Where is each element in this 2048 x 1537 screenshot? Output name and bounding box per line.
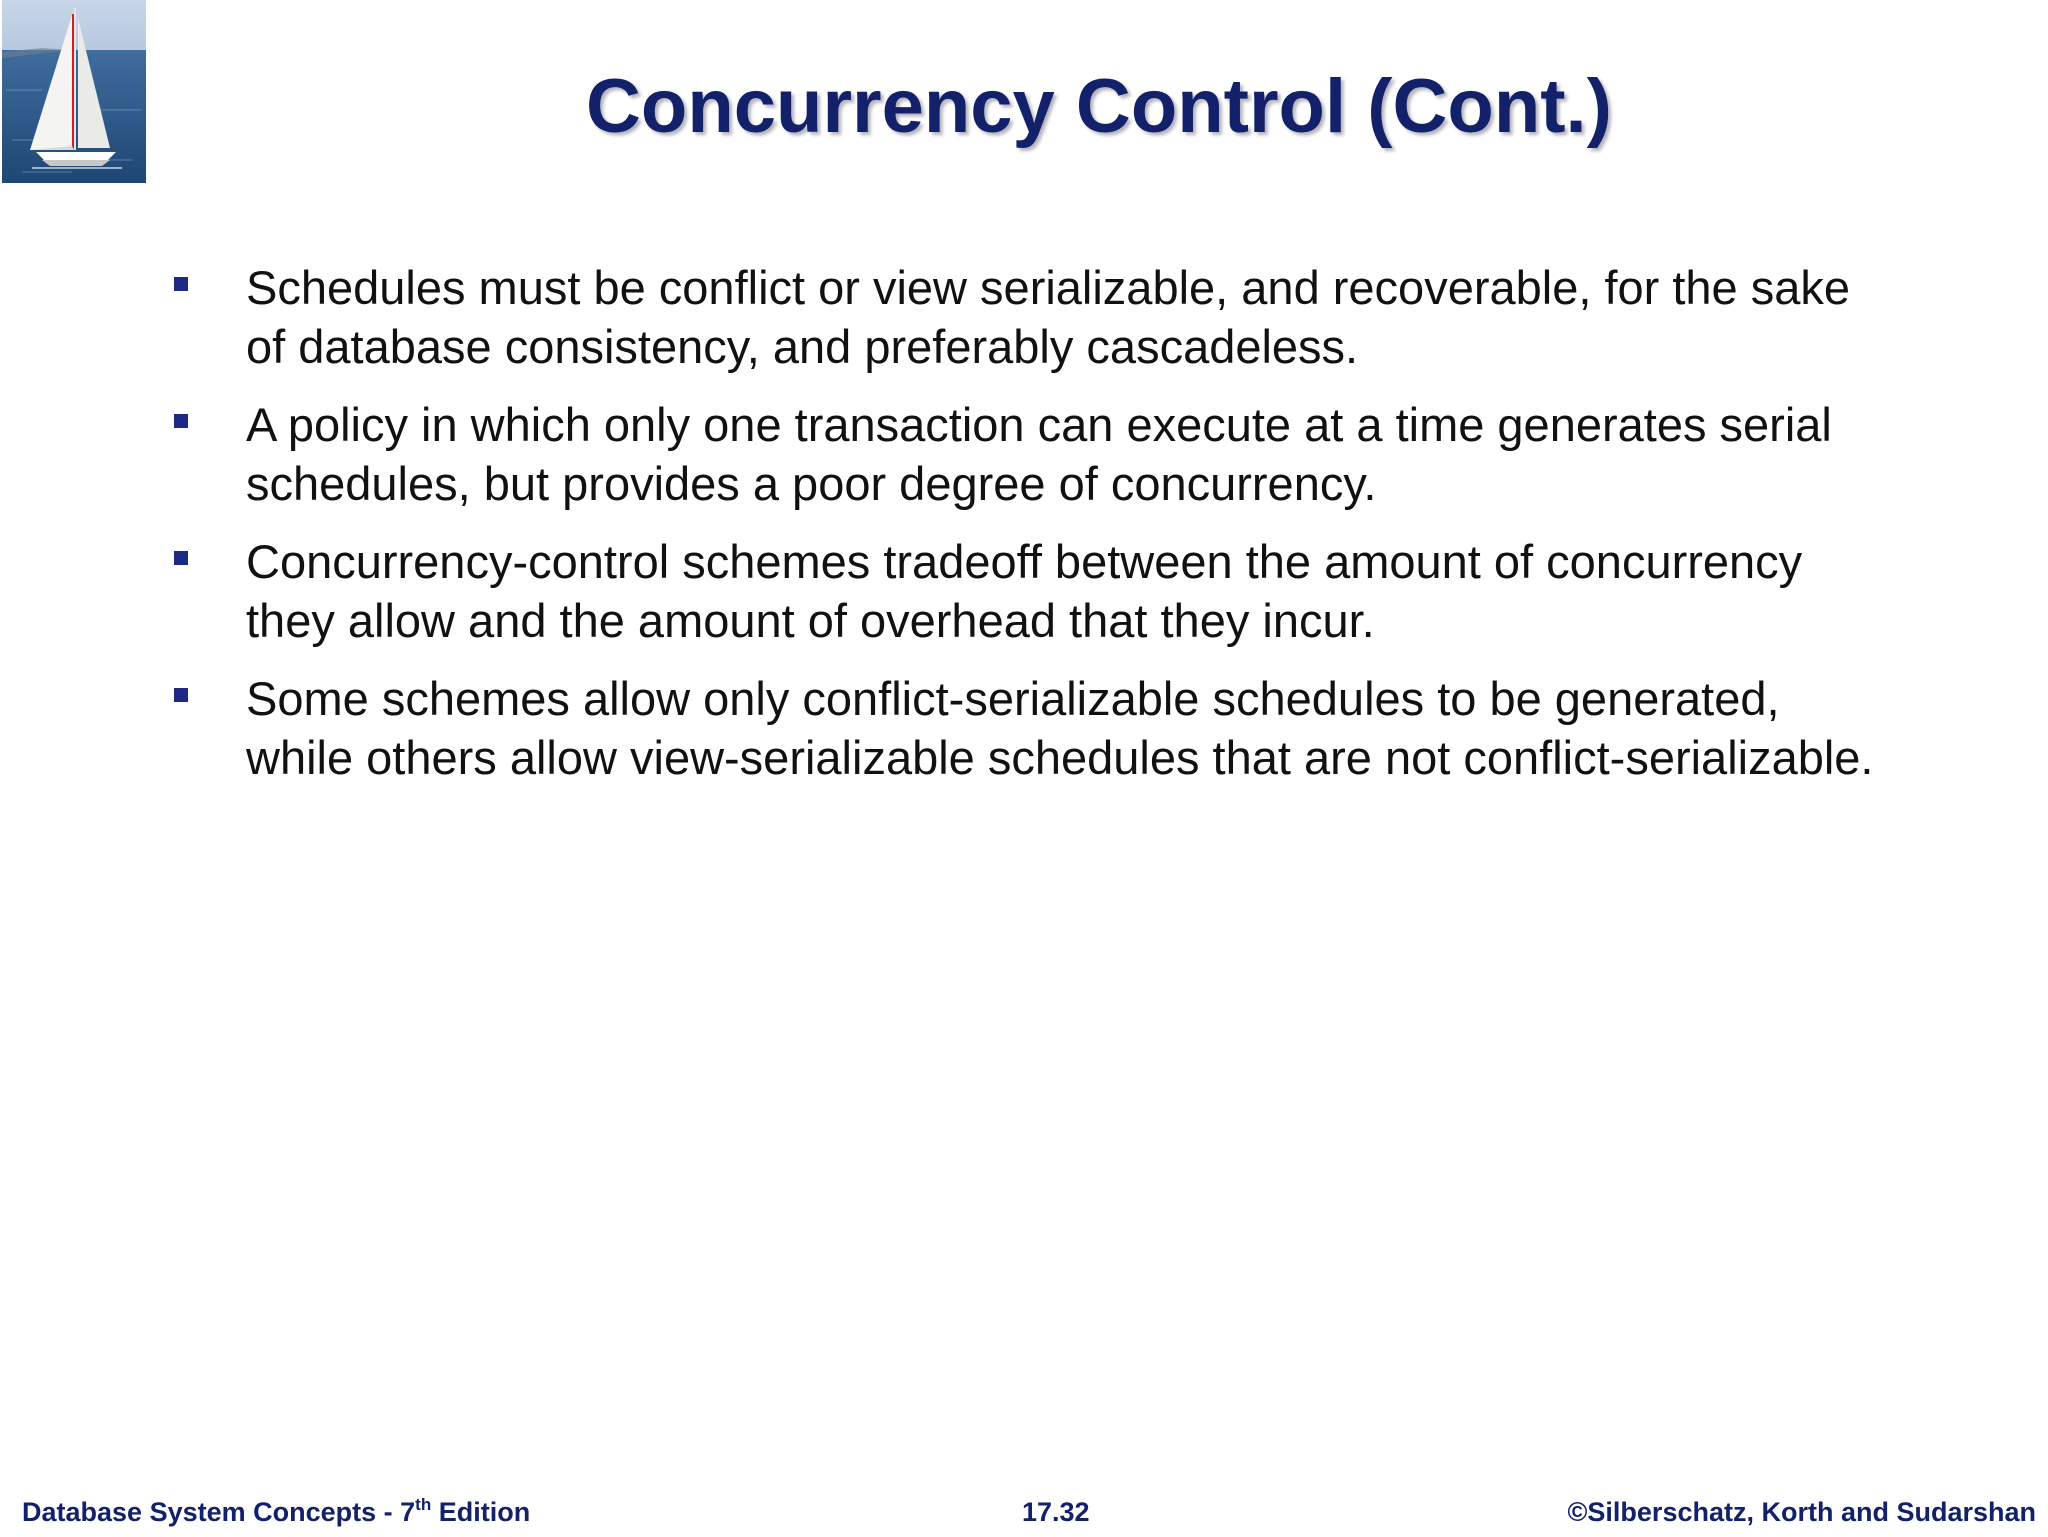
footer-copyright: ©Silberschatz, Korth and Sudarshan bbox=[1567, 1497, 2036, 1527]
slide-footer bbox=[0, 1497, 2048, 1537]
bullet-item bbox=[170, 669, 1890, 787]
bullet-item bbox=[170, 532, 1890, 650]
footer-book-prefix: Database System Concepts - 7 bbox=[22, 1497, 416, 1527]
bullet-list bbox=[170, 258, 1890, 806]
footer-page-number: 17.32 bbox=[1022, 1497, 1090, 1527]
bullet-text: Concurrency-control schemes tradeoff between the amount of concurrency they allow and the amount of overhead that they incur. bbox=[246, 535, 1803, 647]
bullet-text: Some schemes allow only conflict-serializable schedules to be generated, while others allow view-serializable schedules that are not conflict-serializable. bbox=[246, 672, 1874, 784]
square-bullet-icon bbox=[174, 688, 188, 702]
square-bullet-icon bbox=[174, 277, 188, 291]
footer-book-title bbox=[22, 1497, 530, 1528]
sailboat-icon bbox=[2, 0, 146, 183]
footer-book-superscript: th bbox=[415, 1495, 432, 1514]
square-bullet-icon bbox=[174, 414, 188, 428]
bullet-text: A policy in which only one transaction can execute at a time generates serial schedules, but provides a poor degree of concurrency. bbox=[246, 398, 1832, 510]
bullet-item bbox=[170, 395, 1890, 513]
bullet-text: Schedules must be conflict or view serializable, and recoverable, for the sake of database consistency, and preferably cascadeless. bbox=[246, 261, 1851, 373]
slide-title: Concurrency Control (Cont.) bbox=[586, 64, 1612, 149]
bullet-item bbox=[170, 258, 1890, 376]
square-bullet-icon bbox=[174, 551, 188, 565]
footer-book-suffix: Edition bbox=[431, 1497, 531, 1527]
